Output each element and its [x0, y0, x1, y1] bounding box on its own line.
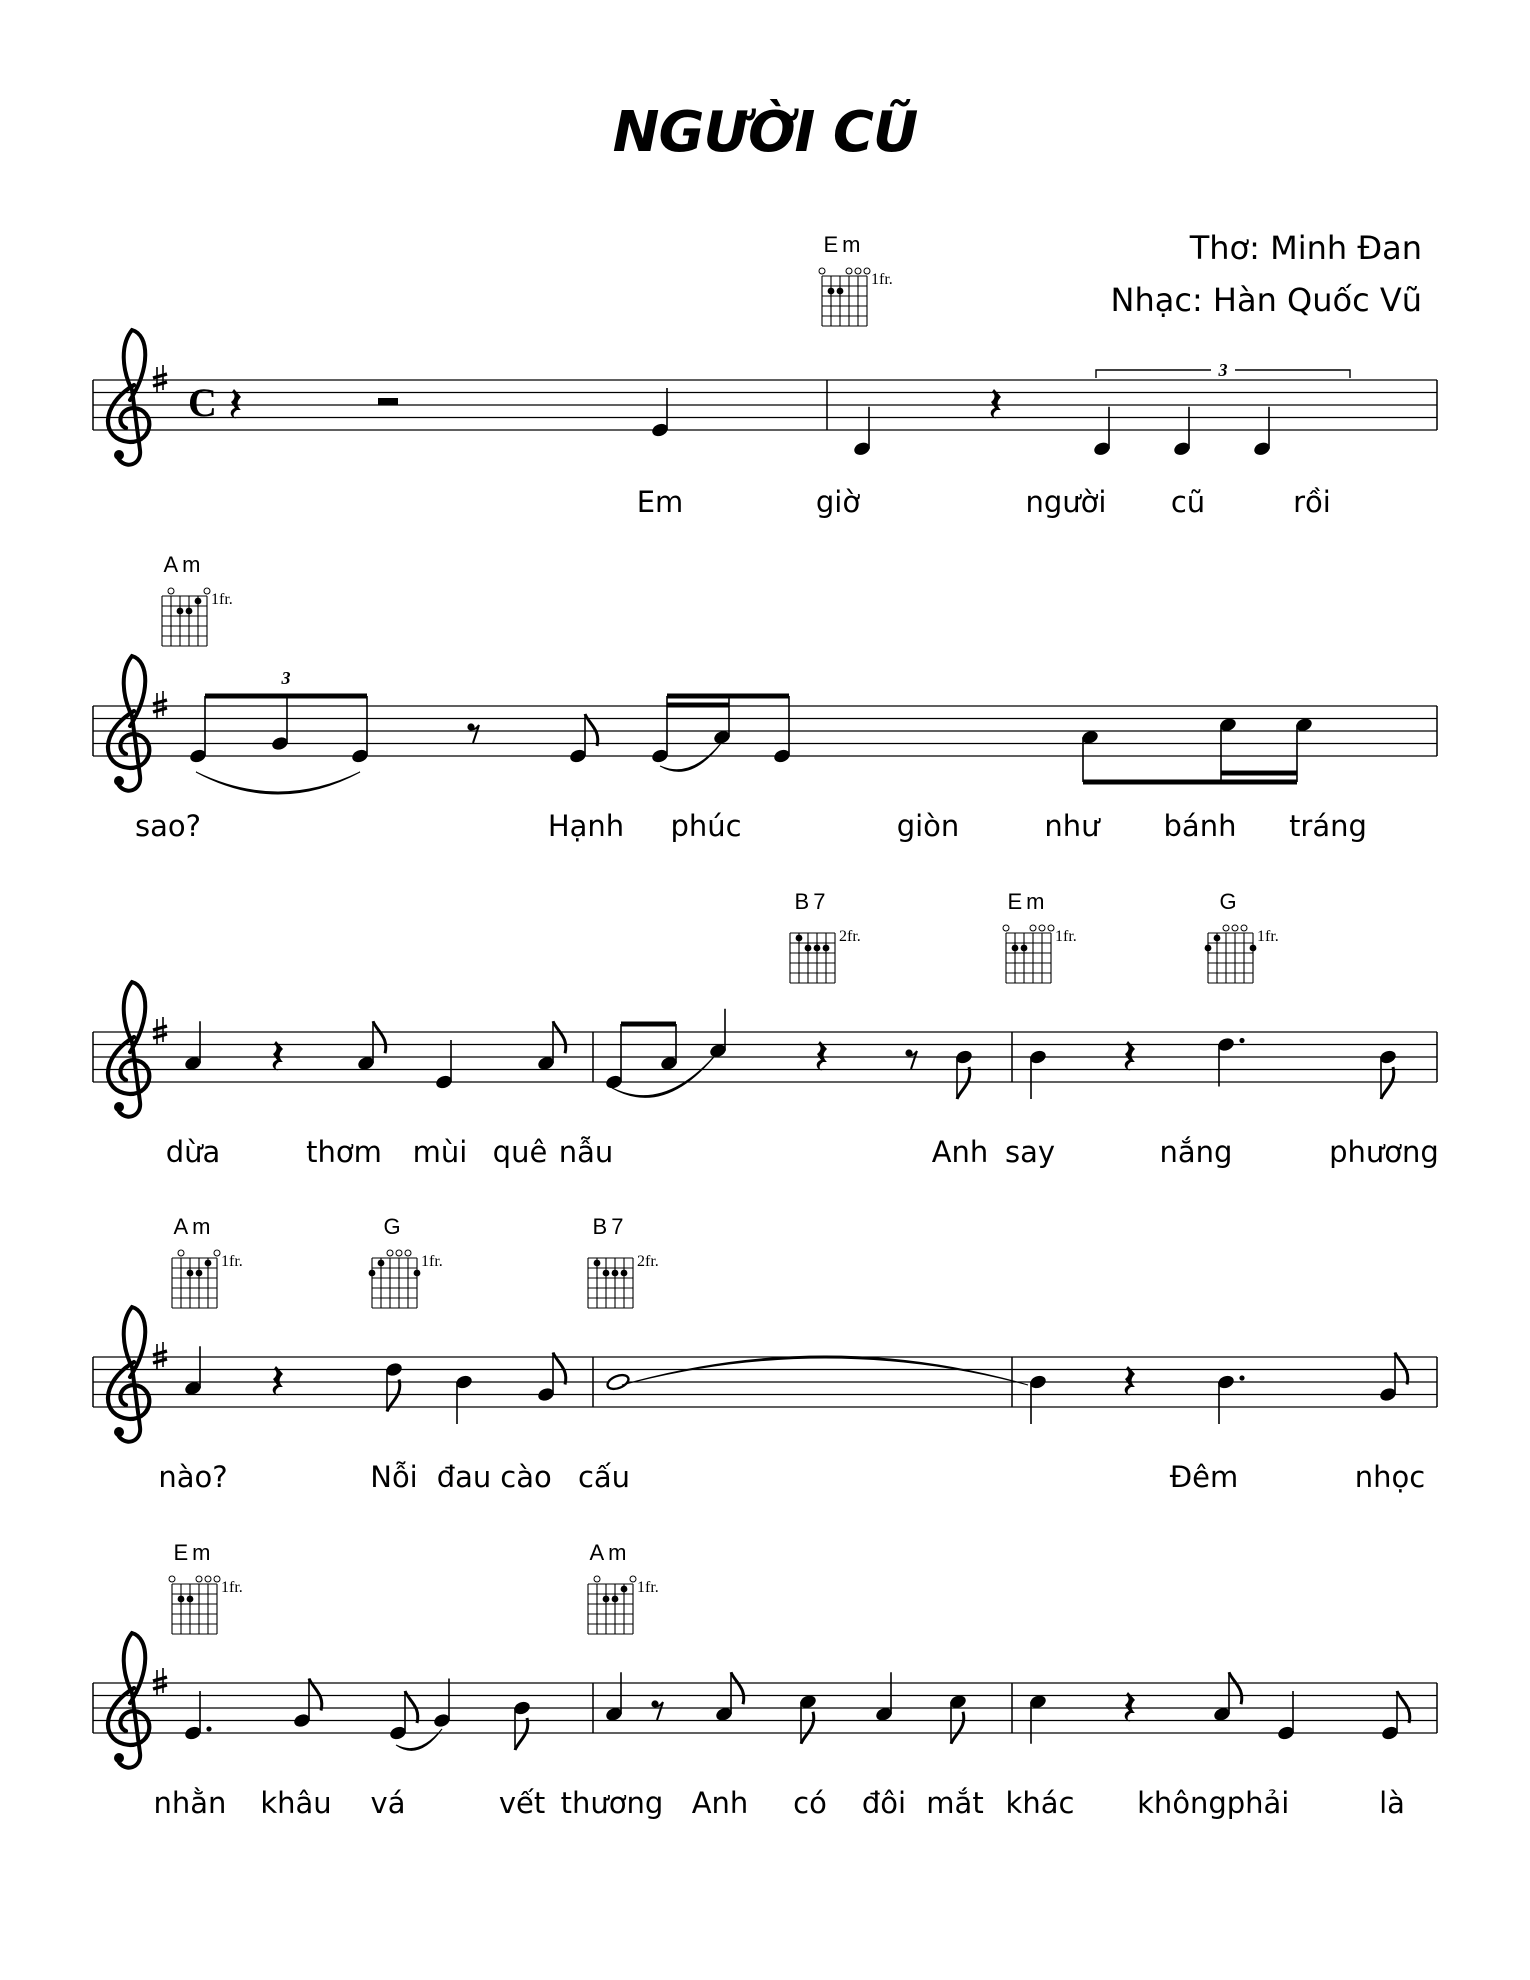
treble-clef-icon — [108, 656, 149, 791]
chord-name: Em — [1007, 889, 1049, 914]
note — [292, 1679, 321, 1729]
quarter-rest-icon — [231, 389, 241, 419]
finger-dot — [378, 1260, 385, 1267]
flag — [1229, 1672, 1242, 1704]
lyric-syllable: như — [1044, 809, 1100, 843]
augmentation-dot — [206, 1726, 211, 1731]
open-string-marker — [178, 1250, 184, 1256]
note — [568, 714, 597, 764]
finger-dot — [621, 1270, 628, 1277]
flag — [553, 1021, 566, 1053]
chord-name: B7 — [592, 1214, 628, 1239]
note — [1378, 1353, 1407, 1403]
chord-name: G — [1219, 889, 1241, 914]
lyric-syllable: nhọc — [1354, 1460, 1426, 1494]
lyric-syllable: mùi — [412, 1135, 468, 1169]
lyric-syllable: Hạnh — [547, 809, 625, 843]
fret-label: 1fr. — [1055, 928, 1077, 945]
note — [1252, 407, 1271, 457]
quarter-rest-icon — [1125, 1041, 1135, 1071]
note — [1172, 407, 1191, 457]
lyric-syllable: rồi — [1293, 485, 1331, 519]
lyric-syllable: Anh — [931, 1135, 989, 1169]
treble-clef-icon — [108, 1307, 149, 1442]
flag — [373, 1021, 386, 1053]
note — [183, 1021, 202, 1071]
augmentation-dot — [1239, 1038, 1244, 1043]
finger-dot — [187, 1270, 194, 1277]
half-rest-icon — [378, 398, 398, 405]
slur — [660, 742, 722, 771]
fret-label: 1fr. — [421, 1253, 443, 1270]
open-string-marker — [1030, 925, 1036, 931]
finger-dot — [414, 1270, 421, 1277]
note — [604, 1672, 623, 1722]
tuplet-number: 3 — [281, 668, 291, 688]
note — [388, 1691, 417, 1741]
finger-dot — [1250, 945, 1257, 952]
note — [1212, 1672, 1241, 1722]
staff-4 — [93, 1307, 1437, 1442]
note — [708, 1009, 727, 1059]
quarter-rest-icon — [817, 1041, 827, 1071]
fret-label: 2fr. — [637, 1253, 659, 1270]
open-string-marker — [169, 1576, 175, 1582]
finger-dot — [1021, 945, 1028, 952]
finger-dot — [621, 1586, 628, 1593]
chord-diagram-g — [1205, 889, 1279, 983]
chord-diagram-b7 — [588, 1214, 659, 1308]
lyric-syllable: phải — [1226, 1786, 1290, 1820]
music-staves — [93, 330, 1437, 1768]
note — [1216, 1374, 1244, 1424]
finger-dot — [1012, 945, 1019, 952]
lyric-syllable: say — [1004, 1135, 1056, 1169]
note — [798, 1693, 817, 1743]
augmentation-dot — [1239, 1375, 1244, 1380]
fret-label: 1fr. — [211, 591, 233, 608]
time-signature: C — [188, 380, 217, 425]
lyric-syllable: phúc — [670, 809, 742, 843]
note — [1378, 1049, 1397, 1099]
lyric-syllable: cấu — [577, 1460, 631, 1494]
open-string-marker — [1223, 925, 1229, 931]
chord-name: Am — [163, 552, 205, 577]
lyric-syllable: Em — [636, 485, 684, 519]
lyric-syllable: sao? — [134, 809, 202, 843]
fret-label: 1fr. — [221, 1579, 243, 1596]
finger-dot — [612, 1596, 619, 1603]
open-string-marker — [214, 1250, 220, 1256]
open-string-marker — [405, 1250, 411, 1256]
fret-label: 1fr. — [871, 271, 893, 288]
fret-label: 1fr. — [1257, 928, 1279, 945]
note — [1028, 1049, 1047, 1099]
fret-label: 1fr. — [637, 1579, 659, 1596]
quarter-rest-icon — [273, 1041, 283, 1071]
lyric-syllable: người — [1025, 485, 1107, 519]
lyric-syllable: giòn — [896, 809, 960, 843]
flag — [951, 1712, 964, 1744]
slur — [612, 1052, 718, 1097]
note — [536, 1353, 565, 1403]
open-string-marker — [855, 268, 861, 274]
open-string-marker — [1232, 925, 1238, 931]
lyric-syllable: tráng — [1289, 809, 1367, 843]
finger-dot — [805, 945, 812, 952]
finger-dot — [594, 1260, 601, 1267]
open-string-marker — [396, 1250, 402, 1256]
note — [536, 1021, 565, 1071]
eighth-rest-icon — [467, 723, 479, 743]
finger-dot — [796, 935, 803, 942]
finger-dot — [196, 1270, 203, 1277]
note — [1276, 1691, 1295, 1741]
open-string-marker — [1039, 925, 1045, 931]
open-string-marker — [1048, 925, 1054, 931]
eighth-rest-icon — [905, 1049, 917, 1069]
flag — [1381, 1067, 1394, 1099]
note — [270, 696, 289, 752]
open-string-marker — [1003, 925, 1009, 931]
note — [1216, 1036, 1244, 1086]
chord-name: G — [383, 1214, 405, 1239]
chord-diagram-b7 — [790, 889, 861, 983]
chord-diagram-g — [369, 1214, 443, 1308]
note — [606, 1372, 631, 1391]
lyric-syllable: Đêm — [1169, 1460, 1239, 1494]
lyric-syllable: bánh — [1163, 809, 1237, 843]
credits-block — [1111, 222, 1422, 326]
song-title — [0, 100, 1530, 165]
chord-diagram-am — [588, 1540, 659, 1634]
lyric-syllable: khác — [1005, 1786, 1075, 1820]
fret-label: 2fr. — [839, 928, 861, 945]
finger-dot — [187, 1596, 194, 1603]
lyric-syllable: có — [793, 1786, 827, 1820]
quarter-rest-icon — [1125, 1692, 1135, 1722]
lyric-syllable: là — [1379, 1786, 1405, 1820]
note — [659, 1024, 678, 1072]
staff-1 — [93, 330, 1437, 465]
note — [1092, 407, 1111, 457]
note — [874, 1672, 893, 1722]
lyric-syllable: nẫu — [558, 1135, 614, 1169]
note — [454, 1374, 473, 1424]
quarter-rest-icon — [1125, 1366, 1135, 1396]
finger-dot — [369, 1270, 376, 1277]
fret-label: 1fr. — [221, 1253, 243, 1270]
flag — [957, 1067, 970, 1099]
treble-clef-icon — [108, 982, 149, 1117]
staff-5 — [93, 1633, 1437, 1768]
chord-diagram-em — [819, 232, 893, 326]
finger-dot — [1205, 945, 1212, 952]
finger-dot — [178, 1596, 185, 1603]
lyric-syllable: thơm — [306, 1135, 382, 1169]
lyric-syllable: thương — [560, 1786, 664, 1820]
finger-dot — [186, 608, 193, 615]
finger-dot — [177, 608, 184, 615]
quarter-rest-icon — [273, 1366, 283, 1396]
open-string-marker — [594, 1576, 600, 1582]
lyric-syllable: cũ — [1170, 485, 1206, 519]
note — [434, 1040, 453, 1090]
slur — [196, 772, 360, 794]
note — [512, 1700, 531, 1750]
note — [1028, 1693, 1047, 1743]
treble-clef-icon — [108, 1633, 149, 1768]
open-string-marker — [168, 588, 174, 594]
note — [1028, 1374, 1047, 1424]
chord-name: Em — [173, 1540, 215, 1565]
lyric-syllable: giờ — [815, 485, 861, 519]
lyrics — [135, 485, 1439, 1820]
title-text: NGƯỜI CŨ — [612, 100, 918, 165]
finger-dot — [837, 288, 844, 295]
staff-3 — [93, 982, 1437, 1117]
lyric-syllable: Nỗi — [370, 1460, 418, 1494]
key-sharp-icon — [153, 365, 167, 392]
open-string-marker — [214, 1576, 220, 1582]
notehead — [606, 1372, 631, 1391]
finger-dot — [603, 1596, 610, 1603]
note — [650, 388, 669, 438]
finger-dot — [828, 288, 835, 295]
lyric-syllable: Anh — [691, 1786, 749, 1820]
note — [954, 1049, 973, 1099]
chord-name: Em — [823, 232, 865, 257]
finger-dot — [195, 598, 202, 605]
lyric-syllable: nào? — [158, 1460, 228, 1494]
lyric-syllable: vết — [498, 1786, 546, 1820]
open-string-marker — [205, 1576, 211, 1582]
open-string-marker — [864, 268, 870, 274]
lyric-syllable: vá — [370, 1786, 406, 1820]
key-sharp-icon — [153, 691, 167, 718]
flag — [515, 1718, 528, 1750]
quarter-rest-icon — [991, 389, 1001, 419]
chord-diagram-am — [162, 552, 233, 646]
note — [948, 1693, 967, 1743]
note — [1380, 1691, 1409, 1741]
flag — [731, 1672, 744, 1704]
finger-dot — [603, 1270, 610, 1277]
finger-dot — [205, 1260, 212, 1267]
open-string-marker — [846, 268, 852, 274]
lyric-syllable: đau — [436, 1460, 492, 1494]
key-sharp-icon — [153, 1668, 167, 1695]
treble-clef-icon — [108, 330, 149, 465]
lyric-syllable: nhằn — [153, 1786, 227, 1820]
lyric-syllable: cào — [500, 1460, 552, 1494]
chord-diagram-em — [169, 1540, 243, 1634]
tuplet-number: 3 — [1218, 360, 1228, 380]
chord-name: Am — [589, 1540, 631, 1565]
composer-credit: Nhạc: Hàn Quốc Vũ — [1110, 281, 1422, 319]
note — [183, 1346, 202, 1396]
finger-dot — [823, 945, 830, 952]
open-string-marker — [1241, 925, 1247, 931]
note — [356, 1021, 385, 1071]
note — [714, 1672, 743, 1722]
chord-diagram-em — [1003, 889, 1077, 983]
flag — [801, 1712, 814, 1744]
note — [1294, 716, 1313, 782]
lyricist-credit: Thơ: Minh Đan — [1189, 229, 1422, 267]
lyric-syllable: mắt — [926, 1786, 984, 1820]
lyric-syllable: dừa — [165, 1135, 221, 1169]
open-string-marker — [387, 1250, 393, 1256]
chord-diagrams — [162, 232, 1279, 1634]
open-string-marker — [204, 588, 210, 594]
finger-dot — [612, 1270, 619, 1277]
chord-name: Am — [173, 1214, 215, 1239]
note — [384, 1361, 403, 1411]
finger-dot — [814, 945, 821, 952]
open-string-marker — [630, 1576, 636, 1582]
lyric-syllable: nắng — [1159, 1135, 1233, 1169]
note — [183, 1691, 211, 1741]
open-string-marker — [196, 1576, 202, 1582]
lyric-syllable: quê — [492, 1135, 548, 1169]
finger-dot — [1214, 935, 1221, 942]
eighth-rest-icon — [651, 1700, 663, 1720]
open-string-marker — [819, 268, 825, 274]
key-sharp-icon — [153, 1017, 167, 1044]
key-sharp-icon — [153, 1342, 167, 1369]
chord-diagram-am — [172, 1214, 243, 1308]
chord-name: B7 — [794, 889, 830, 914]
lyric-syllable: phương — [1329, 1135, 1439, 1169]
slur — [622, 1356, 1028, 1385]
lyric-syllable: đôi — [861, 1786, 907, 1820]
lyric-syllable: không — [1137, 1786, 1227, 1820]
note — [432, 1679, 451, 1729]
lyric-syllable: khâu — [260, 1786, 332, 1820]
note — [852, 407, 871, 457]
